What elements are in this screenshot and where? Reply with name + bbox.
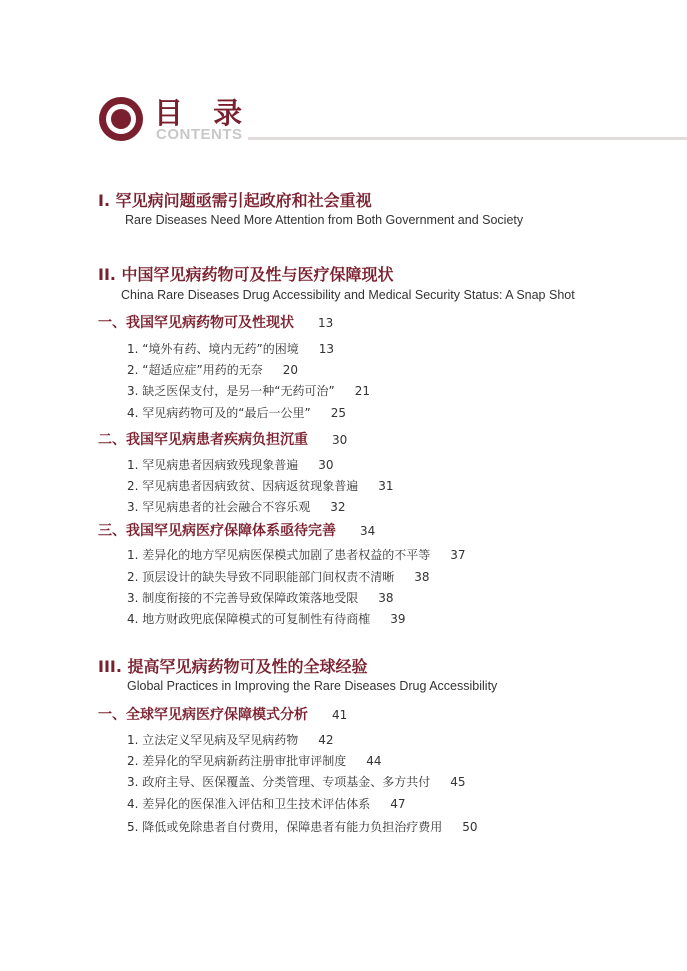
toc-item[interactable] bbox=[127, 610, 406, 627]
item-label: 1. “境外有药、境内无药”的困境 bbox=[127, 342, 299, 356]
title-divider bbox=[248, 137, 687, 140]
section-title: 一、全球罕见病医疗保障模式分析 bbox=[98, 707, 308, 723]
section-entry[interactable] bbox=[98, 429, 347, 449]
toc-item[interactable] bbox=[127, 589, 394, 606]
item-label: 3. 制度衔接的不完善导致保障政策落地受限 bbox=[127, 591, 359, 605]
page-number: 50 bbox=[462, 820, 478, 834]
toc-item[interactable] bbox=[127, 340, 334, 357]
page-number: 25 bbox=[330, 406, 346, 420]
page-title: 目 录 bbox=[154, 96, 253, 130]
part-subtitle: Global Practices in Improving the Rare Diseases Drug Accessibility bbox=[127, 679, 498, 693]
page-number: 42 bbox=[318, 733, 334, 747]
page-number: 39 bbox=[390, 612, 406, 626]
page-number: 30 bbox=[332, 433, 348, 447]
page-number: 21 bbox=[354, 384, 370, 398]
toc-item[interactable] bbox=[127, 568, 430, 585]
item-label: 5. 降低或免除患者自付费用，保障患者有能力负担治疗费用 bbox=[127, 820, 443, 834]
section-title: 三、我国罕见病医疗保障体系亟待完善 bbox=[98, 523, 336, 539]
section-title: 二、我国罕见病患者疾病负担沉重 bbox=[98, 432, 308, 448]
toc-item[interactable] bbox=[127, 773, 466, 790]
page-number: 45 bbox=[450, 775, 466, 789]
item-label: 3. 政府主导、医保覆盖、分类管理、专项基金、多方共付 bbox=[127, 775, 431, 789]
target-circle-icon bbox=[97, 95, 145, 143]
item-label: 2. 差异化的罕见病新药注册审批审评制度 bbox=[127, 754, 347, 768]
page-number: 32 bbox=[330, 500, 346, 514]
page-number: 31 bbox=[378, 479, 394, 493]
toc-item[interactable] bbox=[127, 382, 370, 399]
toc-item[interactable] bbox=[127, 477, 394, 494]
part-title[interactable]: II. 中国罕见病药物可及性与医疗保障现状 bbox=[98, 265, 394, 284]
part-subtitle: China Rare Diseases Drug Accessibility and Medical Security Status: A Snap Shot bbox=[121, 288, 575, 302]
page-number: 37 bbox=[450, 548, 466, 562]
page-subtitle: CONTENTS bbox=[156, 126, 243, 143]
page-number: 38 bbox=[414, 570, 430, 584]
toc-item[interactable] bbox=[127, 404, 346, 421]
page-number: 41 bbox=[332, 708, 348, 722]
part-title[interactable]: III. 提高罕见病药物可及性的全球经验 bbox=[98, 657, 368, 676]
page-number: 13 bbox=[318, 316, 334, 330]
item-label: 1. 立法定义罕见病及罕见病药物 bbox=[127, 733, 299, 747]
toc-item[interactable] bbox=[127, 456, 334, 473]
page-number: 30 bbox=[318, 458, 334, 472]
toc-item[interactable] bbox=[127, 818, 478, 835]
toc-item[interactable] bbox=[127, 498, 346, 515]
page-number: 47 bbox=[390, 797, 406, 811]
item-label: 4. 罕见病药物可及的“最后一公里” bbox=[127, 406, 311, 420]
page-number: 20 bbox=[282, 363, 298, 377]
toc-item[interactable] bbox=[127, 752, 382, 769]
item-label: 4. 地方财政兜底保障模式的可复制性有待商榷 bbox=[127, 612, 371, 626]
item-label: 3. 缺乏医保支付，是另一种“无药可治” bbox=[127, 384, 335, 398]
section-title: 一、我国罕见病药物可及性现状 bbox=[98, 315, 294, 331]
toc-item[interactable] bbox=[127, 546, 466, 563]
item-label: 1. 罕见病患者因病致残现象普遍 bbox=[127, 458, 299, 472]
part-title[interactable]: I. 罕见病问题亟需引起政府和社会重视 bbox=[98, 191, 372, 210]
item-label: 4. 差异化的医保准入评估和卫生技术评估体系 bbox=[127, 797, 371, 811]
section-entry[interactable] bbox=[98, 704, 347, 724]
section-entry[interactable] bbox=[98, 312, 333, 332]
section-entry[interactable] bbox=[98, 520, 375, 540]
toc-item[interactable] bbox=[127, 361, 298, 378]
toc-item[interactable] bbox=[127, 731, 334, 748]
page-number: 38 bbox=[378, 591, 394, 605]
item-label: 2. 顶层设计的缺失导致不同职能部门间权责不清晰 bbox=[127, 570, 395, 584]
item-label: 2. “超适应症”用药的无奈 bbox=[127, 363, 263, 377]
page-number: 13 bbox=[318, 342, 334, 356]
toc-item[interactable] bbox=[127, 795, 406, 812]
item-label: 3. 罕见病患者的社会融合不容乐观 bbox=[127, 500, 311, 514]
item-label: 2. 罕见病患者因病致贫、因病返贫现象普遍 bbox=[127, 479, 359, 493]
page-number: 44 bbox=[366, 754, 382, 768]
page-number: 34 bbox=[360, 524, 376, 538]
contents-header bbox=[97, 95, 687, 145]
part-subtitle: Rare Diseases Need More Attention from Both Government and Society bbox=[125, 213, 524, 227]
item-label: 1. 差异化的地方罕见病医保模式加剧了患者权益的不平等 bbox=[127, 548, 431, 562]
